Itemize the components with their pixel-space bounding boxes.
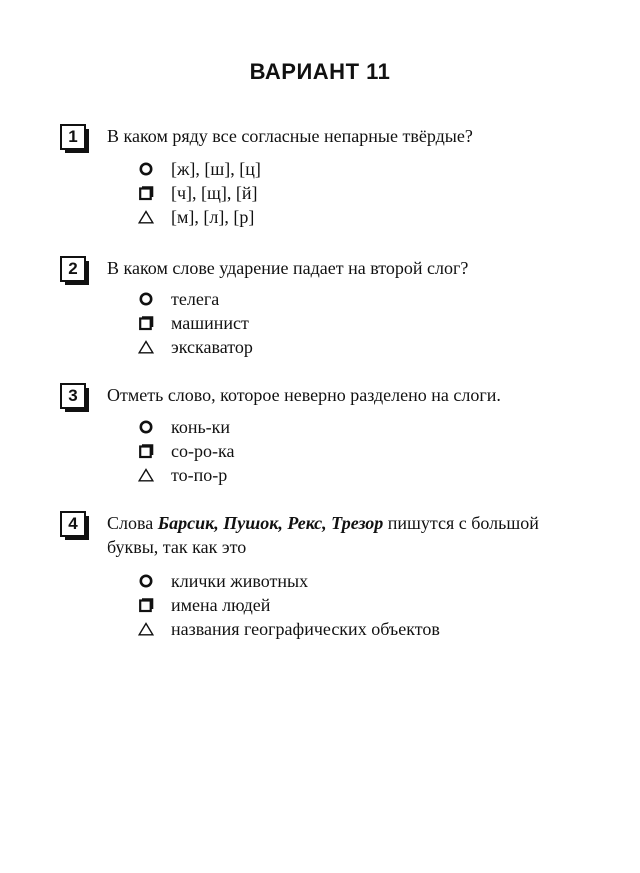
answer-option[interactable] bbox=[137, 569, 440, 593]
answer-option[interactable] bbox=[137, 335, 253, 359]
option-label: имена людей bbox=[171, 594, 271, 615]
triangle-icon[interactable] bbox=[137, 620, 155, 638]
option-label: [м], [л], [р] bbox=[171, 206, 255, 227]
option-label: [ч], [щ], [й] bbox=[171, 182, 258, 203]
option-label: экскаватор bbox=[171, 336, 253, 357]
option-label: клички животных bbox=[171, 570, 309, 591]
answer-options bbox=[137, 287, 253, 359]
task-number: 2 bbox=[60, 256, 86, 282]
circle-icon[interactable] bbox=[137, 290, 155, 308]
answer-options bbox=[137, 569, 440, 641]
answer-option[interactable] bbox=[137, 593, 440, 617]
task-number: 4 bbox=[60, 511, 86, 537]
option-label: то-по-р bbox=[171, 464, 228, 485]
answer-option[interactable] bbox=[137, 311, 253, 335]
answer-option[interactable] bbox=[137, 617, 440, 641]
task-number: 1 bbox=[60, 124, 86, 150]
answer-option[interactable] bbox=[137, 463, 234, 487]
task-number: 3 bbox=[60, 383, 86, 409]
square-icon[interactable] bbox=[137, 442, 155, 460]
option-label: [ж], [ш], [ц] bbox=[171, 158, 261, 179]
circle-icon[interactable] bbox=[137, 418, 155, 436]
answer-options bbox=[137, 415, 234, 487]
option-label: телега bbox=[171, 288, 220, 309]
triangle-icon[interactable] bbox=[137, 208, 155, 226]
circle-icon[interactable] bbox=[137, 572, 155, 590]
question-prefix: Слова bbox=[107, 513, 158, 533]
option-label: машинист bbox=[171, 312, 249, 333]
square-icon[interactable] bbox=[137, 596, 155, 614]
option-label: конь-ки bbox=[171, 416, 231, 437]
question-suffix: пишутся с большой буквы, так как это bbox=[107, 513, 539, 557]
page-title: ВАРИАНТ 11 bbox=[249, 59, 391, 84]
question-text: В каком ряду все согласные непарные твёрдые? bbox=[107, 126, 473, 146]
option-label: со-ро-ка bbox=[171, 440, 235, 461]
square-icon[interactable] bbox=[137, 184, 155, 202]
triangle-icon[interactable] bbox=[137, 466, 155, 484]
question-emphasis: Барсик, Пушок, Рекс, Трезор bbox=[157, 513, 384, 533]
question-text: Отметь слово, которое неверно разделено на слоги. bbox=[107, 385, 501, 405]
answer-option[interactable] bbox=[137, 205, 261, 229]
answer-options bbox=[137, 157, 261, 229]
option-label: названия географических объектов bbox=[171, 618, 440, 639]
question-text: В каком слове ударение падает на второй слог? bbox=[107, 258, 469, 278]
square-icon[interactable] bbox=[137, 314, 155, 332]
answer-option[interactable] bbox=[137, 415, 234, 439]
answer-option[interactable] bbox=[137, 439, 234, 463]
answer-option[interactable] bbox=[137, 181, 261, 205]
triangle-icon[interactable] bbox=[137, 338, 155, 356]
circle-icon[interactable] bbox=[137, 160, 155, 178]
question-text bbox=[107, 511, 577, 559]
answer-option[interactable] bbox=[137, 287, 253, 311]
answer-option[interactable] bbox=[137, 157, 261, 181]
